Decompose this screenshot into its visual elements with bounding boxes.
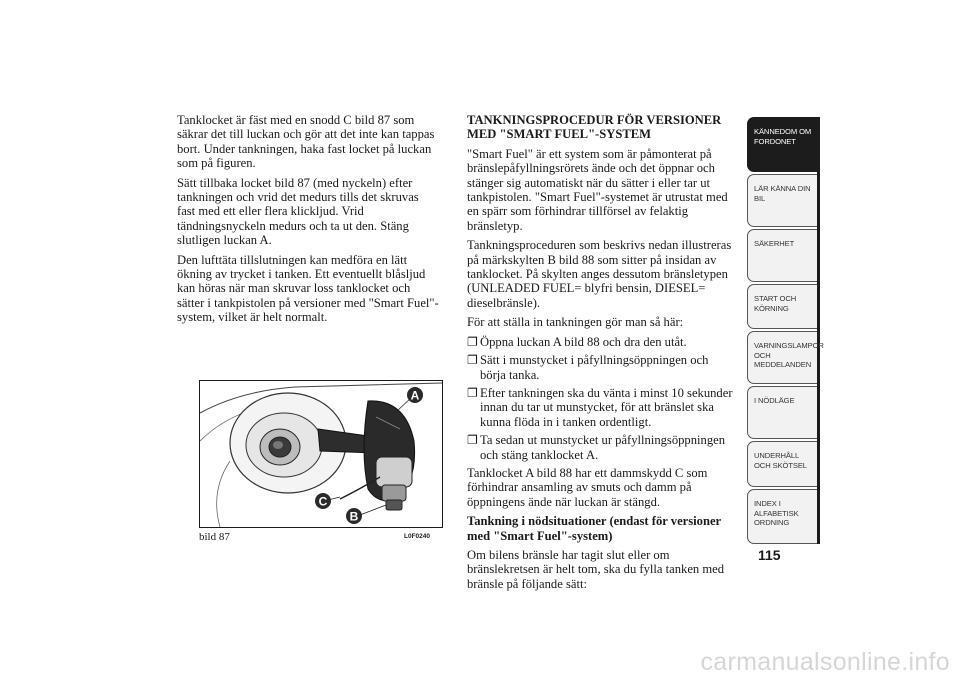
fuel-cap-illustration: [200, 381, 442, 527]
page-number: 115: [758, 547, 781, 563]
figure-label-b: B: [349, 509, 359, 524]
tab-i-nodlage[interactable]: I NÖDLÄGE: [747, 386, 817, 439]
right-text-column: [467, 113, 735, 596]
list-item-text: Öppna luckan A bild 88 och dra den utåt.: [480, 334, 687, 349]
paragraph: "Smart Fuel" är ett system som är påmonterat på bränslepåfyllningsrörets ände och det öppnar och stänger sig automatiskt när du sätter i eller tar ut tankpistolen. "Smart Fuel"-systemet är utrustat med en spärr som förhindrar tillförsel av felaktig bränsletyp.: [467, 146, 728, 233]
list-item-text: Sätt i munstycket i påfyllningsöppningen och börja tanka.: [480, 353, 709, 382]
list-item: [467, 335, 735, 349]
tab-index[interactable]: INDEX I ALFABETISK ORDNING: [747, 489, 817, 544]
tab-sakerhet[interactable]: SÄKERHET: [747, 229, 817, 282]
paragraph: För att ställa in tankningen gör man så här:: [467, 315, 684, 330]
tab-varningslampor[interactable]: VARNINGSLAMPOR OCH MEDDELANDEN: [747, 331, 817, 384]
paragraph: Om bilens bränsle har tagit slut eller om bränslekretsen är helt tom, ska du fylla tanken med bränsle på följande sätt:: [467, 547, 725, 591]
subsection-heading: Tankning i nödsituationer (endast för versioner med "Smart Fuel"-system): [467, 514, 721, 543]
list-item-text: Ta sedan ut munstycket ur påfyllningsöppningen och stäng tanklocket A.: [480, 433, 725, 462]
watermark: carmanualsonline.info: [700, 648, 950, 676]
tab-start-och-korning[interactable]: START OCH KÖRNING: [747, 284, 817, 329]
figure-code: L0F0240: [404, 533, 431, 540]
list-item: [467, 353, 735, 382]
left-text-column: [177, 113, 439, 330]
section-heading: TANKNINGSPROCEDUR FÖR VERSIONER MED "SMART FUEL"-SYSTEM: [467, 113, 722, 142]
paragraph: Tankningsproceduren som beskrivs nedan illustreras på märkskylten B bild 88 som sitter på insidan av tanklocket. På skylten anges dessutom bränsletypen (UNLEADED FUEL= blyfri bensin, DIESEL= dieselbränsle).: [467, 238, 732, 310]
tab-edge-bar: [817, 117, 820, 544]
checkbox-bullet-icon: ❐: [467, 334, 478, 349]
paragraph: Tanklocket är fäst med en snodd C bild 87 som säkrar det till luckan och gör att det inte kan tappas bort. Under tankningen, haka fast locket på luckan som på figuren.: [177, 113, 435, 171]
checkbox-bullet-icon: ❐: [467, 433, 478, 448]
list-item: [467, 386, 735, 429]
paragraph: Tanklocket A bild 88 har ett dammskydd C som förhindrar ansamling av smuts och damm på öppningens ände när luckan är stängd.: [467, 465, 708, 509]
tab-lar-kanna-din-bil[interactable]: LÄR KÄNNA DIN BIL: [747, 174, 817, 227]
figure-caption: bild 87: [199, 531, 230, 543]
checkbox-bullet-icon: ❐: [467, 385, 478, 400]
fuel-cap-figure: [199, 380, 443, 528]
paragraph: Den lufttäta tillslutningen kan medföra en lätt ökning av trycket i tanken. Ett eventuellt blåsljud kan höras när man skruvar loss tanklocket och sätter i tankpistolen på versioner med "Smart Fuel"-system, vilket är helt normalt.: [177, 252, 439, 325]
paragraph: Sätt tillbaka locket bild 87 (med nyckeln) efter tankningen och vrid det medurs tills det skruvas fast med ett eller flera klickljud. Vrid tändningsnyckeln medurs och ta ut den. Stäng slutligen luckan A.: [177, 175, 419, 248]
figure-label-c: C: [318, 494, 328, 509]
list-item: [467, 433, 735, 462]
checkbox-bullet-icon: ❐: [467, 353, 478, 368]
figure-label-a: A: [410, 388, 420, 403]
tab-kannedom-om-fordonet[interactable]: KÄNNEDOM OM FORDONET: [747, 117, 817, 172]
list-item-text: Efter tankningen ska du vänta i minst 10 sekunder innan du tar ut munstycket, för att bränslet ska kunna flöda in i tanken ordentligt.: [480, 385, 733, 429]
tab-underhall-och-skotsel[interactable]: UNDERHÅLL OCH SKÖTSEL: [747, 441, 817, 487]
